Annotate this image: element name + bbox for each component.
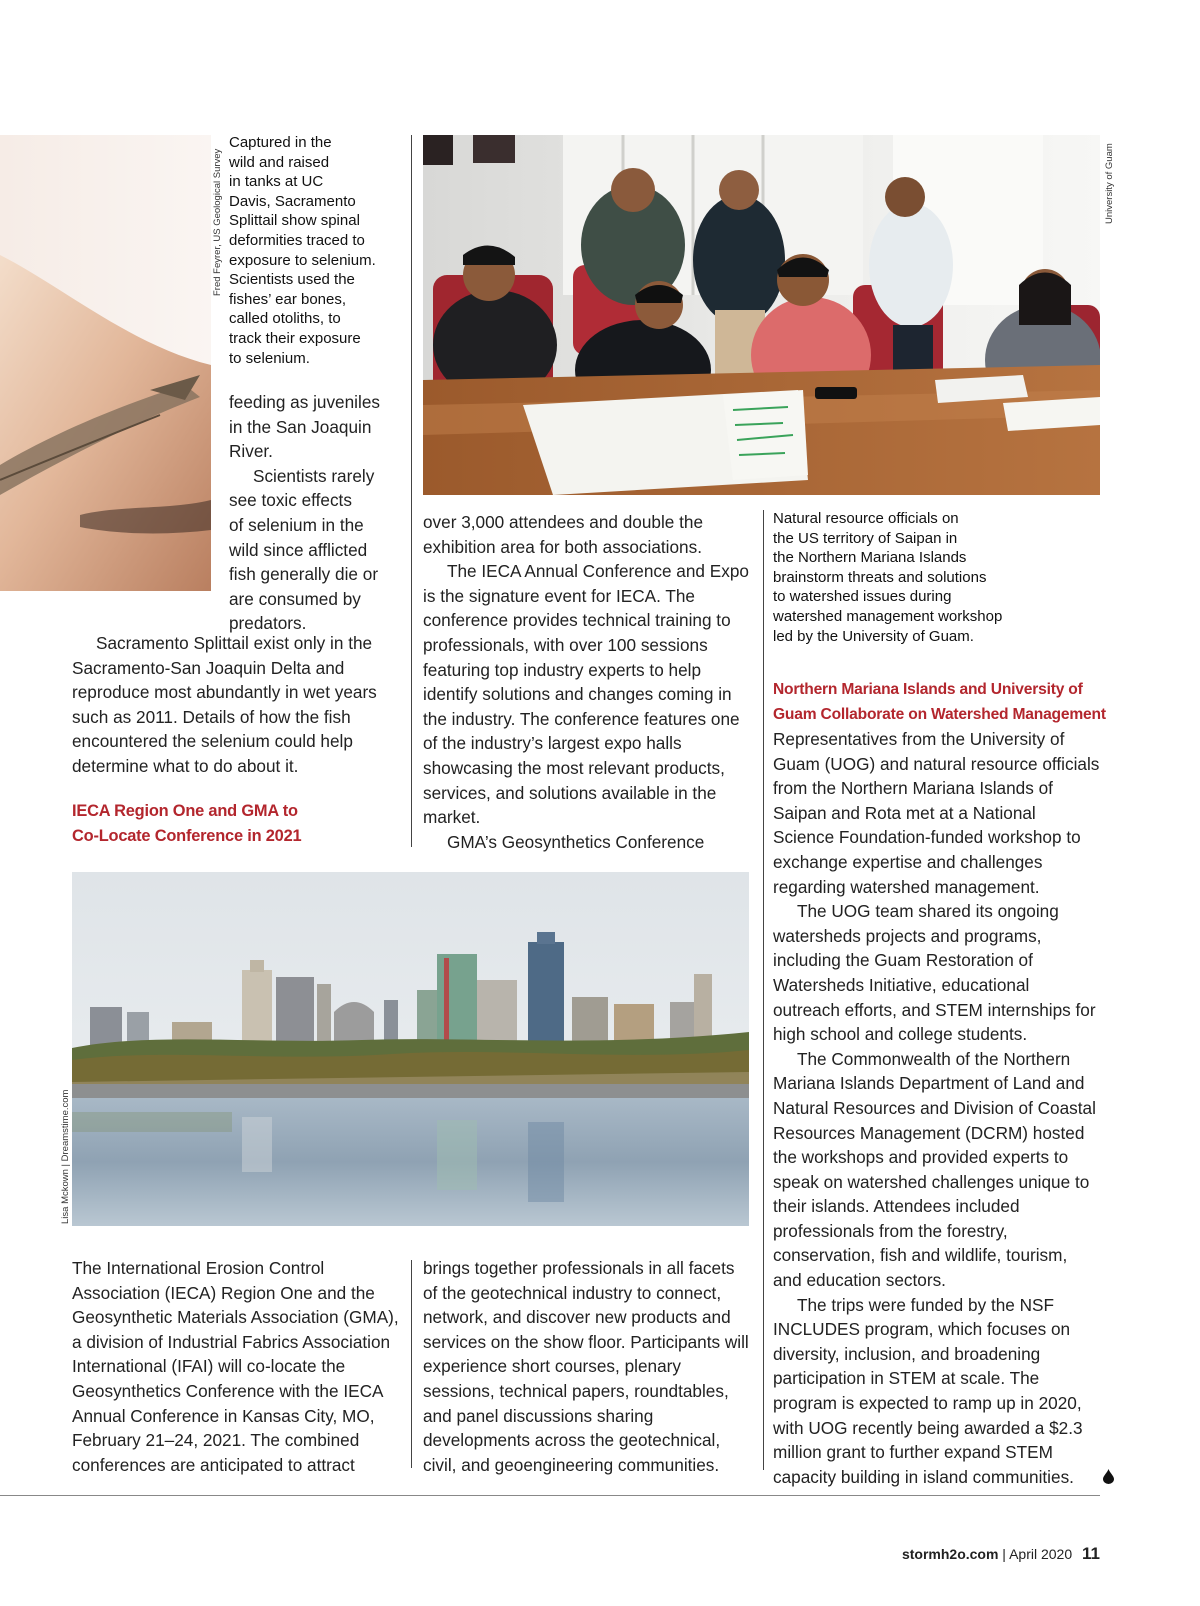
text-line: see toxic effects <box>229 490 352 511</box>
caption-line: to watershed issues during <box>773 588 952 606</box>
column1-narrow-text <box>229 390 409 636</box>
footer-separator: | <box>998 1546 1010 1562</box>
fish-photo-caption <box>229 133 404 368</box>
caption-line: called otoliths, to <box>229 310 341 328</box>
footer-rule <box>0 1495 1100 1496</box>
caption-line: Davis, Sacramento <box>229 192 356 210</box>
text-line: of selenium in the <box>229 514 364 535</box>
text-line: feeding as juveniles <box>229 392 380 412</box>
paragraph: brings together professionals in all facets of the geotechnical industry to connect, network, and discover new products and services on the show floor. Participants will experience short courses, plenary sessions, technical papers, roundtables, and panel discussions sharing developments across the geotechnical, civil, and geoengineering communities. <box>423 1258 749 1475</box>
caption-line: brainstorm threats and solutions <box>773 568 987 586</box>
fish-photo <box>0 135 211 591</box>
paragraph <box>773 1293 1100 1490</box>
paragraph-text: The trips were funded by the NSF INCLUDES program, which focuses on diversity, inclusion, and broadening participation in STEM at scale. The program is expected to ramp up in 2020, with UOG recently being awarded a $2.3 million grant to further expand STEM capacity building in island communities. <box>773 1294 1083 1487</box>
caption-line: led by the University of Guam. <box>773 627 974 645</box>
text-line: wild since afflicted <box>229 539 368 560</box>
caption-line: exposure to selenium. <box>229 251 376 269</box>
caption-line: fishes’ ear bones, <box>229 290 347 308</box>
paragraph: The International Erosion Control Association (IECA) Region One and the Geosynthetic Materials Association (GMA), a division of Industrial Fabrics Association International (IFAI) will co-locate the Geosynthetics Conference with the IECA Annual Conference in Kansas City, MO, February 21–24, 2021. The combined conferences are anticipated to attract <box>72 1258 399 1475</box>
text-line: River. <box>229 441 273 462</box>
fish-photo-credit: Fred Feyrer, US Geological Survey <box>212 148 223 296</box>
column2-top-text <box>423 510 753 854</box>
page-footer <box>902 1544 1100 1564</box>
text-line: are consumed by <box>229 588 361 609</box>
paragraph: over 3,000 attendees and double the exhibition area for both associations. <box>423 512 704 557</box>
meeting-photo-credit: University of Guam <box>1104 143 1115 224</box>
caption-line: the US territory of Saipan in <box>773 529 958 547</box>
heading-line: Guam Collaborate on Watershed Management <box>773 705 1106 723</box>
caption-line: Natural resource officials on <box>773 510 959 527</box>
text-line: Scientists rarely <box>253 465 375 486</box>
page-number: 11 <box>1082 1544 1100 1563</box>
heading-line: Co-Locate Conference in 2021 <box>72 826 302 845</box>
caption-line: Splittail show spinal <box>229 212 360 230</box>
caption-line: Scientists used the <box>229 271 355 289</box>
footer-site: stormh2o.com <box>901 1546 999 1562</box>
caption-line: Captured in the <box>229 134 332 151</box>
caption-line: to selenium. <box>229 349 310 367</box>
column3-text <box>773 727 1100 1489</box>
section-heading-ieca <box>72 799 402 848</box>
meeting-photo <box>423 135 1100 495</box>
paragraph: The Commonwealth of the Northern Mariana Islands Department of Land and Natural Resources and Division of Coastal Resources Management (DCRM) hosted the workshops and provided experts to speak on watershed challenges unique to their islands. Attendees included professionals from the forestry, conservation, fish and wildlife, tourism, and education sectors. <box>773 1048 1096 1291</box>
column1-bottom-text <box>72 1256 402 1477</box>
text-line: predators. <box>229 613 307 634</box>
paragraph: Representatives from the University of Guam (UOG) and natural resource officials from the Northern Mariana Islands of Saipan and Rota met at a National Science Foundation-funded workshop to exchange expertise and challenges regarding watershed management. <box>773 729 1100 897</box>
paragraph: GMA’s Geosynthetics Conference <box>447 831 705 852</box>
caption-line: track their exposure <box>229 329 361 347</box>
column-divider <box>411 135 412 847</box>
caption-line: the Northern Mariana Islands <box>773 549 967 567</box>
text-line: in the San Joaquin <box>229 416 372 437</box>
meeting-photo-caption <box>773 509 1093 646</box>
paragraph: Sacramento Splittail exist only in the Sacramento-San Joaquin Delta and reproduce most abundantly in wet years such as 2011. Details of how the fish encountered the selenium could help determine what to do about it. <box>72 633 377 776</box>
skyline-photo-credit: Lisa Mckown | Dreamstime.com <box>60 1089 71 1224</box>
section-heading-watershed <box>773 678 1113 727</box>
column1-paragraph <box>72 631 402 779</box>
column-divider <box>763 510 764 1470</box>
paragraph: The IECA Annual Conference and Expo is the signature event for IECA. The conference provides technical training to professionals, with over 100 sessions featuring top industry experts to help identify solutions and changes coming in the industry. The conference features one of the industry’s largest expo halls showcasing the most relevant products, services, and solutions available in the market. <box>423 561 749 828</box>
water-drop-icon <box>1079 1466 1090 1481</box>
skyline-photo <box>72 872 749 1226</box>
caption-line: deformities traced to <box>229 231 365 249</box>
caption-line: watershed management workshop <box>773 607 1003 625</box>
caption-line: wild and raised <box>229 153 330 171</box>
caption-line: in tanks at UC <box>229 173 324 191</box>
heading-line: Northern Mariana Islands and University of <box>773 681 1083 698</box>
footer-date: April 2020 <box>1009 1546 1073 1562</box>
text-line: fish generally die or <box>229 564 379 585</box>
column-divider <box>411 1260 412 1468</box>
paragraph: The UOG team shared its ongoing watersheds projects and programs, including the Guam Restoration of Watersheds Initiative, educational outreach efforts, and STEM internships for high school and college students. <box>773 901 1096 1045</box>
heading-line: IECA Region One and GMA to <box>72 802 298 820</box>
column2-bottom-text <box>423 1256 753 1477</box>
